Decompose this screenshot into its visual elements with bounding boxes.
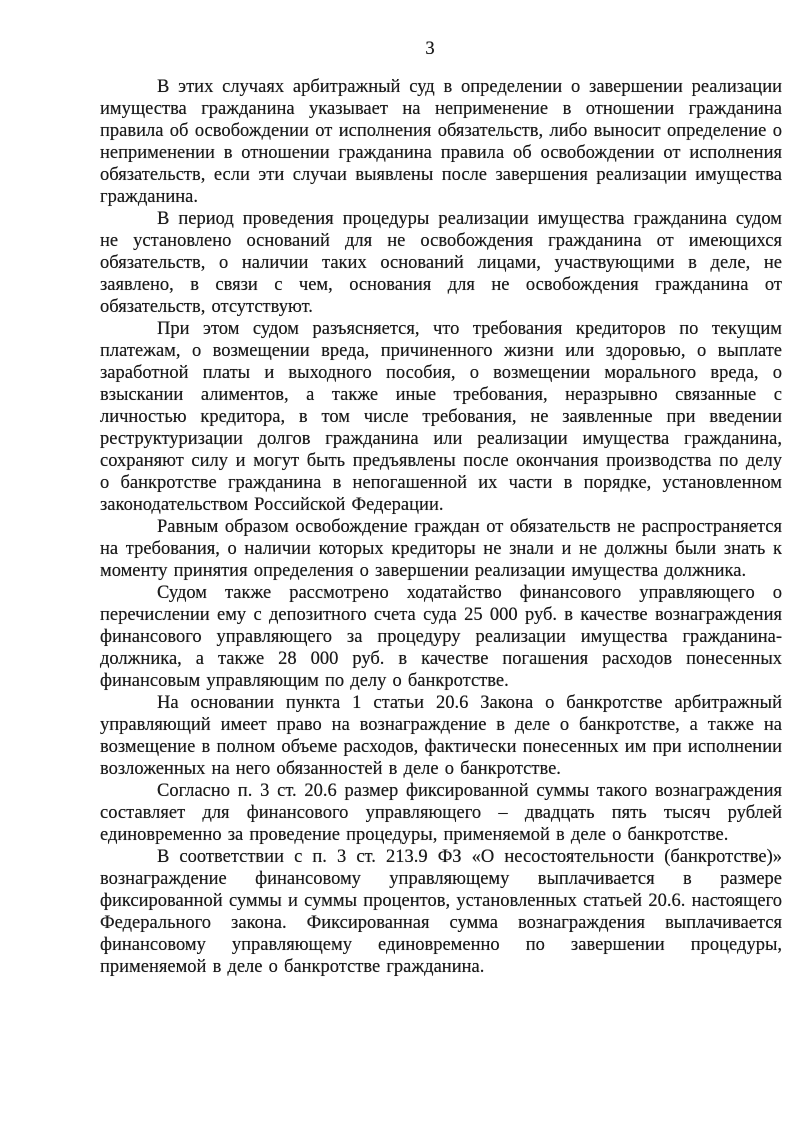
page-number: 3: [425, 39, 435, 59]
paragraph: На основании пункта 1 статьи 20.6 Закона о банкротстве арбитражный управляющий имеет право на вознаграждение в деле о банкротстве, а также на возмещение в полном объеме расходов, фактически понесенных им при исполнении возложенных на него обязанностей в деле о банкротстве.: [100, 693, 782, 779]
document-body: [100, 76, 782, 978]
paragraph: Равным образом освобождение граждан от обязательств не распространяется на требования, о наличии которых кредиторы не знали и не должны были знать к моменту принятия определения о завершении реализации имущества должника.: [100, 517, 782, 581]
paragraph: При этом судом разъясняется, что требования кредиторов по текущим платежам, о возмещении вреда, причиненного жизни или здоровью, о выплате заработной платы и выходного пособия, о возмещении морального вреда, о взыскании алиментов, а также иные требования, неразрывно связанные с личностью кредитора, в том числе требования, не заявленные при введении реструктуризации долгов гражданина или реализации имущества гражданина, сохраняют силу и могут быть предъявлены после окончания производства по делу о банкротстве гражданина в непогашенной их части в порядке, установленном законодательством Российской Федерации.: [100, 319, 782, 515]
paragraph: Судом также рассмотрено ходатайство финансового управляющего о перечислении ему с депозитного счета суда 25 000 руб. в качестве вознаграждения финансового управляющего за процедуру реализации имущества гражданина-должника, а также 28 000 руб. в качестве погашения расходов понесенных финансовым управляющим по делу о банкротстве.: [100, 583, 782, 691]
paragraph: В период проведения процедуры реализации имущества гражданина судом не установлено оснований для не освобождения гражданина от имеющихся обязательств, о наличии таких оснований лицами, участвующими в деле, не заявлено, в связи с чем, основания для не освобождения гражданина от обязательств, отсутствуют.: [100, 209, 782, 317]
paragraph: Согласно п. 3 ст. 20.6 размер фиксированной суммы такого вознаграждения составляет для финансового управляющего – двадцать пять тысяч рублей единовременно за проведение процедуры, применяемой в деле о банкротстве.: [100, 781, 782, 845]
paragraph: В соответствии с п. 3 ст. 213.9 ФЗ «О несостоятельности (банкротстве)» вознаграждение финансовому управляющему выплачивается в размере фиксированной суммы и суммы процентов, установленных статьей 20.6. настоящего Федерального закона. Фиксированная сумма вознаграждения выплачивается финансовому управляющему единовременно по завершении процедуры, применяемой в деле о банкротстве гражданина.: [100, 847, 782, 977]
paragraph: В этих случаях арбитражный суд в определении о завершении реализации имущества гражданина указывает на неприменение в отношении гражданина правила об освобождении от исполнения обязательств, либо выносит определение о неприменении в отношении гражданина правила об освобождении от исполнения обязательств, если эти случаи выявлены после завершения реализации имущества гражданина.: [100, 77, 782, 207]
